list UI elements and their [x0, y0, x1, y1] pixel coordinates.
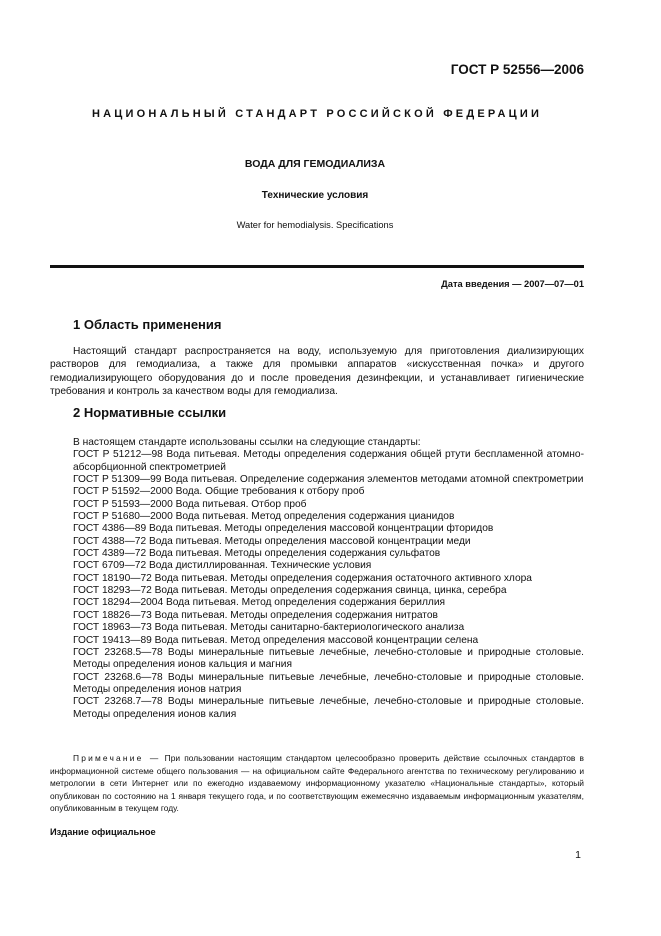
reference-item: ГОСТ Р 51593—2000 Вода питьевая. Отбор проб	[73, 498, 307, 510]
reference-item: ГОСТ 19413—89 Вода питьевая. Метод определения массовой концентрации селена	[73, 634, 479, 646]
reference-item: ГОСТ 4389—72 Вода питьевая. Методы определения содержания сульфатов	[73, 548, 441, 560]
reference-item: ГОСТ 23268.5—78 Воды минеральные питьевые лечебные, лечебно-столовые и природные столовые. Методы определения ионов кальция и магния	[73, 646, 584, 671]
reference-item: ГОСТ Р 51592—2000 Вода. Общие требования к отбору проб	[73, 486, 365, 498]
reference-item: ГОСТ 4388—72 Вода питьевая. Методы определения массовой концентрации меди	[73, 535, 471, 547]
reference-item: ГОСТ 4386—89 Вода питьевая. Методы определения массовой концентрации фторидов	[73, 523, 494, 535]
reference-item: ГОСТ Р 51212—98 Вода питьевая. Методы определения содержания общей ртути беспламенной атомно-абсорбционной спектрометрией	[73, 449, 584, 473]
national-standard-banner: НАЦИОНАЛЬНЫЙ СТАНДАРТ РОССИЙСКОЙ ФЕДЕРАЦИИ	[91, 108, 543, 120]
reference-item: ГОСТ 23268.6—78 Воды минеральные питьевые лечебные, лечебно-столовые и природные столовые. Методы определения ионов натрия	[73, 671, 584, 695]
page-number: 1	[575, 849, 581, 861]
normative-references	[50, 437, 584, 721]
references-intro: В настоящем стандарте использованы ссылки на следующие стандарты:	[73, 437, 421, 448]
title-divider	[50, 265, 584, 268]
reference-item: ГОСТ 18190—72 Вода питьевая. Методы определения содержания остаточного активного хлора	[73, 572, 532, 584]
document-subtitle: Технические условия	[261, 190, 369, 201]
section-2-heading: 2 Нормативные ссылки	[73, 405, 227, 420]
reference-item: ГОСТ 23268.7—78 Воды минеральные питьевые лечебные, лечебно-столовые и природные столовые. Методы определения ионов калия	[73, 696, 584, 720]
section-1-heading: 1 Область применения	[73, 317, 222, 332]
note-text: При пользовании настоящим стандартом целесообразно проверить действие ссылочных стандартов в информационной системе общего пользования — на официальном сайте Федерального агентства по техническому регулированию и метрологии в сети Интернет или по ежегодно издаваемому информационному указателю «Национальные стандарты», который опубликован по состоянию на 1 января текущего года, и по соответствующим ежемесячно издаваемым информационным указателям, опубликованным в текущем году.	[50, 753, 584, 813]
reference-item: ГОСТ 18294—2004 Вода питьевая. Метод определения содержания бериллия	[73, 597, 446, 609]
reference-item: ГОСТ Р 51680—2000 Вода питьевая. Метод определения содержания цианидов	[73, 511, 455, 523]
document-title: ВОДА ДЛЯ ГЕМОДИАЛИЗА	[244, 158, 386, 170]
section-1-body: Настоящий стандарт распространяется на воду, используемую для приготовления диализирующих растворов для гемодиализа, а также для промывки аппаратов «искусственная почка» и другого гемодиализирующего оборудования до и после проведения дезинфекции, и устанавливает гигиенические требования и контроль за качеством воды для гемодиализа.	[50, 346, 584, 398]
reference-item: ГОСТ 18963—73 Вода питьевая. Методы санитарно-бактериологического анализа	[73, 622, 465, 634]
official-edition-label: Издание официальное	[50, 827, 156, 837]
reference-item: ГОСТ 6709—72 Вода дистиллированная. Технические условия	[73, 560, 372, 572]
note-label: Примечание —	[73, 753, 161, 763]
references-note	[50, 752, 584, 815]
english-title: Water for hemodialysis. Specifications	[236, 220, 394, 230]
reference-item: ГОСТ 18826—73 Вода питьевая. Методы определения содержания нитратов	[73, 609, 438, 621]
gost-number: ГОСТ Р 52556—2006	[450, 62, 584, 77]
section-1-text	[50, 345, 584, 399]
reference-item: ГОСТ Р 51309—99 Вода питьевая. Определение содержания элементов методами атомной спектрометрии	[73, 474, 584, 486]
introduction-date: Дата введения — 2007—07—01	[441, 279, 584, 289]
reference-item: ГОСТ 18293—72 Вода питьевая. Методы определения содержания свинца, цинка, серебра	[73, 585, 507, 597]
